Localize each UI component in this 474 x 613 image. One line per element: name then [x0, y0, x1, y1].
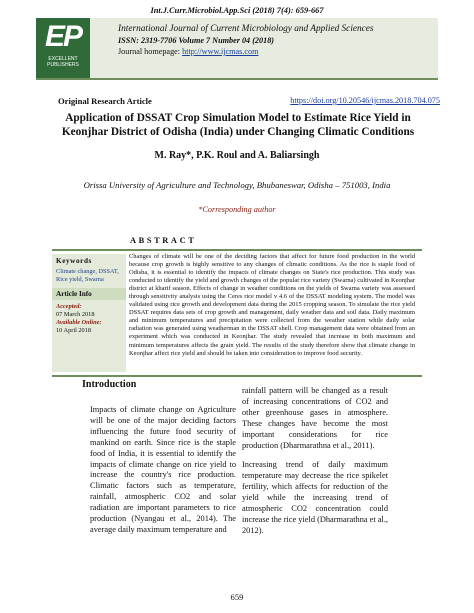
authors: M. Ray*, P.K. Roul and A. Baliarsingh	[154, 150, 320, 161]
journal-citation: Int.J.Curr.Microbiol.App.Sci (2018) 7(4): 659-667	[150, 6, 324, 15]
logo-mark: EP	[44, 20, 82, 53]
rule-bottom	[52, 375, 422, 377]
corresponding-author: *Corresponding author	[198, 205, 276, 214]
intro-paragraph-1: Impacts of climate change on Agriculture will be one of the major deciding factors influencing the future food security of mankind on earth. Since rice is the staple food of India, it is essential to identify the impacts of climate change on rice yield to increase the country's rice production. Climatic factors such as temperature, rainfall, atmospheric CO2 and solar radiation are important parameters to rice production (Nyangau et al., 2014). The average daily maximum temperature and	[90, 405, 236, 534]
journal-title: International Journal of Current Microbiology and Applied Sciences	[118, 24, 374, 34]
keywords-heading: Keywords	[56, 257, 92, 265]
homepage-link[interactable]: http://www.ijcmas.com	[182, 47, 259, 56]
keywords-list: Climate change, DSSAT, Rice yield, Swarna	[56, 268, 119, 283]
accepted-label: Accepted:	[56, 303, 82, 310]
doi-link[interactable]: https://doi.org/10.20546/ijcmas.2018.704.075	[290, 96, 440, 105]
article-sidebar	[52, 254, 126, 372]
journal-homepage	[118, 46, 434, 57]
journal-info	[118, 24, 434, 57]
available-date: 10 April 2018	[56, 327, 91, 334]
logo-line2: PUBLISHERS	[47, 62, 79, 68]
journal-header	[36, 18, 438, 80]
article-type: Original Research Article	[58, 96, 152, 106]
accepted-date: 07 March 2018	[56, 311, 95, 318]
intro-column-left	[90, 405, 236, 536]
rule-top	[52, 249, 422, 251]
available-label: Available Online:	[56, 319, 102, 326]
homepage-label: Journal homepage:	[118, 47, 183, 56]
article-title: Application of DSSAT Crop Simulation Model to Estimate Rice Yield in Keonjhar District of Odisha (India) under Changing Climatic Conditions	[61, 112, 415, 138]
logo-line1: EXCELLENT	[48, 56, 78, 62]
page-number: 659	[230, 592, 244, 602]
introduction-heading: Introduction	[82, 379, 137, 390]
intro-column-right	[242, 386, 388, 546]
publisher-logo	[36, 18, 90, 78]
intro-paragraph-2: rainfall pattern will be changed as a result of increasing concentrations of CO2 and other greenhouse gases in atmosphere. These changes have become the most important considerations for rice production (Dharmarathna et al., 2011).	[242, 386, 388, 450]
abstract-heading: ABSTRACT	[130, 236, 197, 245]
journal-issn: ISSN: 2319-7706 Volume 7 Number 04 (2018)	[118, 36, 275, 45]
article-dates	[52, 300, 126, 338]
article-info-heading: Article Info	[52, 288, 126, 300]
abstract-body: Changes of climate will be one of the deciding factors that affect for future food production in the world because crop growth is highly sensitive to any changes of climatic conditions. As the rice is staple food of Odisha, it is essential to identify the impacts of climate changes on State's rice production. This study was conducted to identify the yield and growth changes of the popular rice variety (Swarna) cultivated in Keonjhar district at kharif season. Effects of change in weather conditions on the yields of Swarna variety was assessed through sensitivity analysis using the Ceres rice model v 4.6 of the DSSAT modeling system. The model was validated using rice growth and development data during the 2015 cropping season. To simulate the rice yield DSSAT requires data sets of crop growth and management, daily weather data and soil data. Daily maximum and minimum temperatures and precipitation were collected from the weather station while daily solar radiation was generated using weatherman in the DSSAT shell. Crop management data were obtained from an experiment which was conducted in Keonjhar. The study revealed that increase in both maximum and minimum temperatures affects the grain yield. The results of the study therefore show that climate change in Keonjhar affect rice yield and should be taken into consideration to improve food security.	[129, 253, 415, 357]
intro-paragraph-3: Increasing trend of daily maximum temperature may decrease the rice spikelet fertility, which affects for reduction of the yield while the increasing trend of atmospheric CO2 concentration could increase the rice yield (Dharmarathna et al., 2012).	[242, 460, 388, 535]
affiliation: Orissa University of Agriculture and Technology, Bhubaneswar, Odisha – 751003, India	[83, 180, 391, 190]
